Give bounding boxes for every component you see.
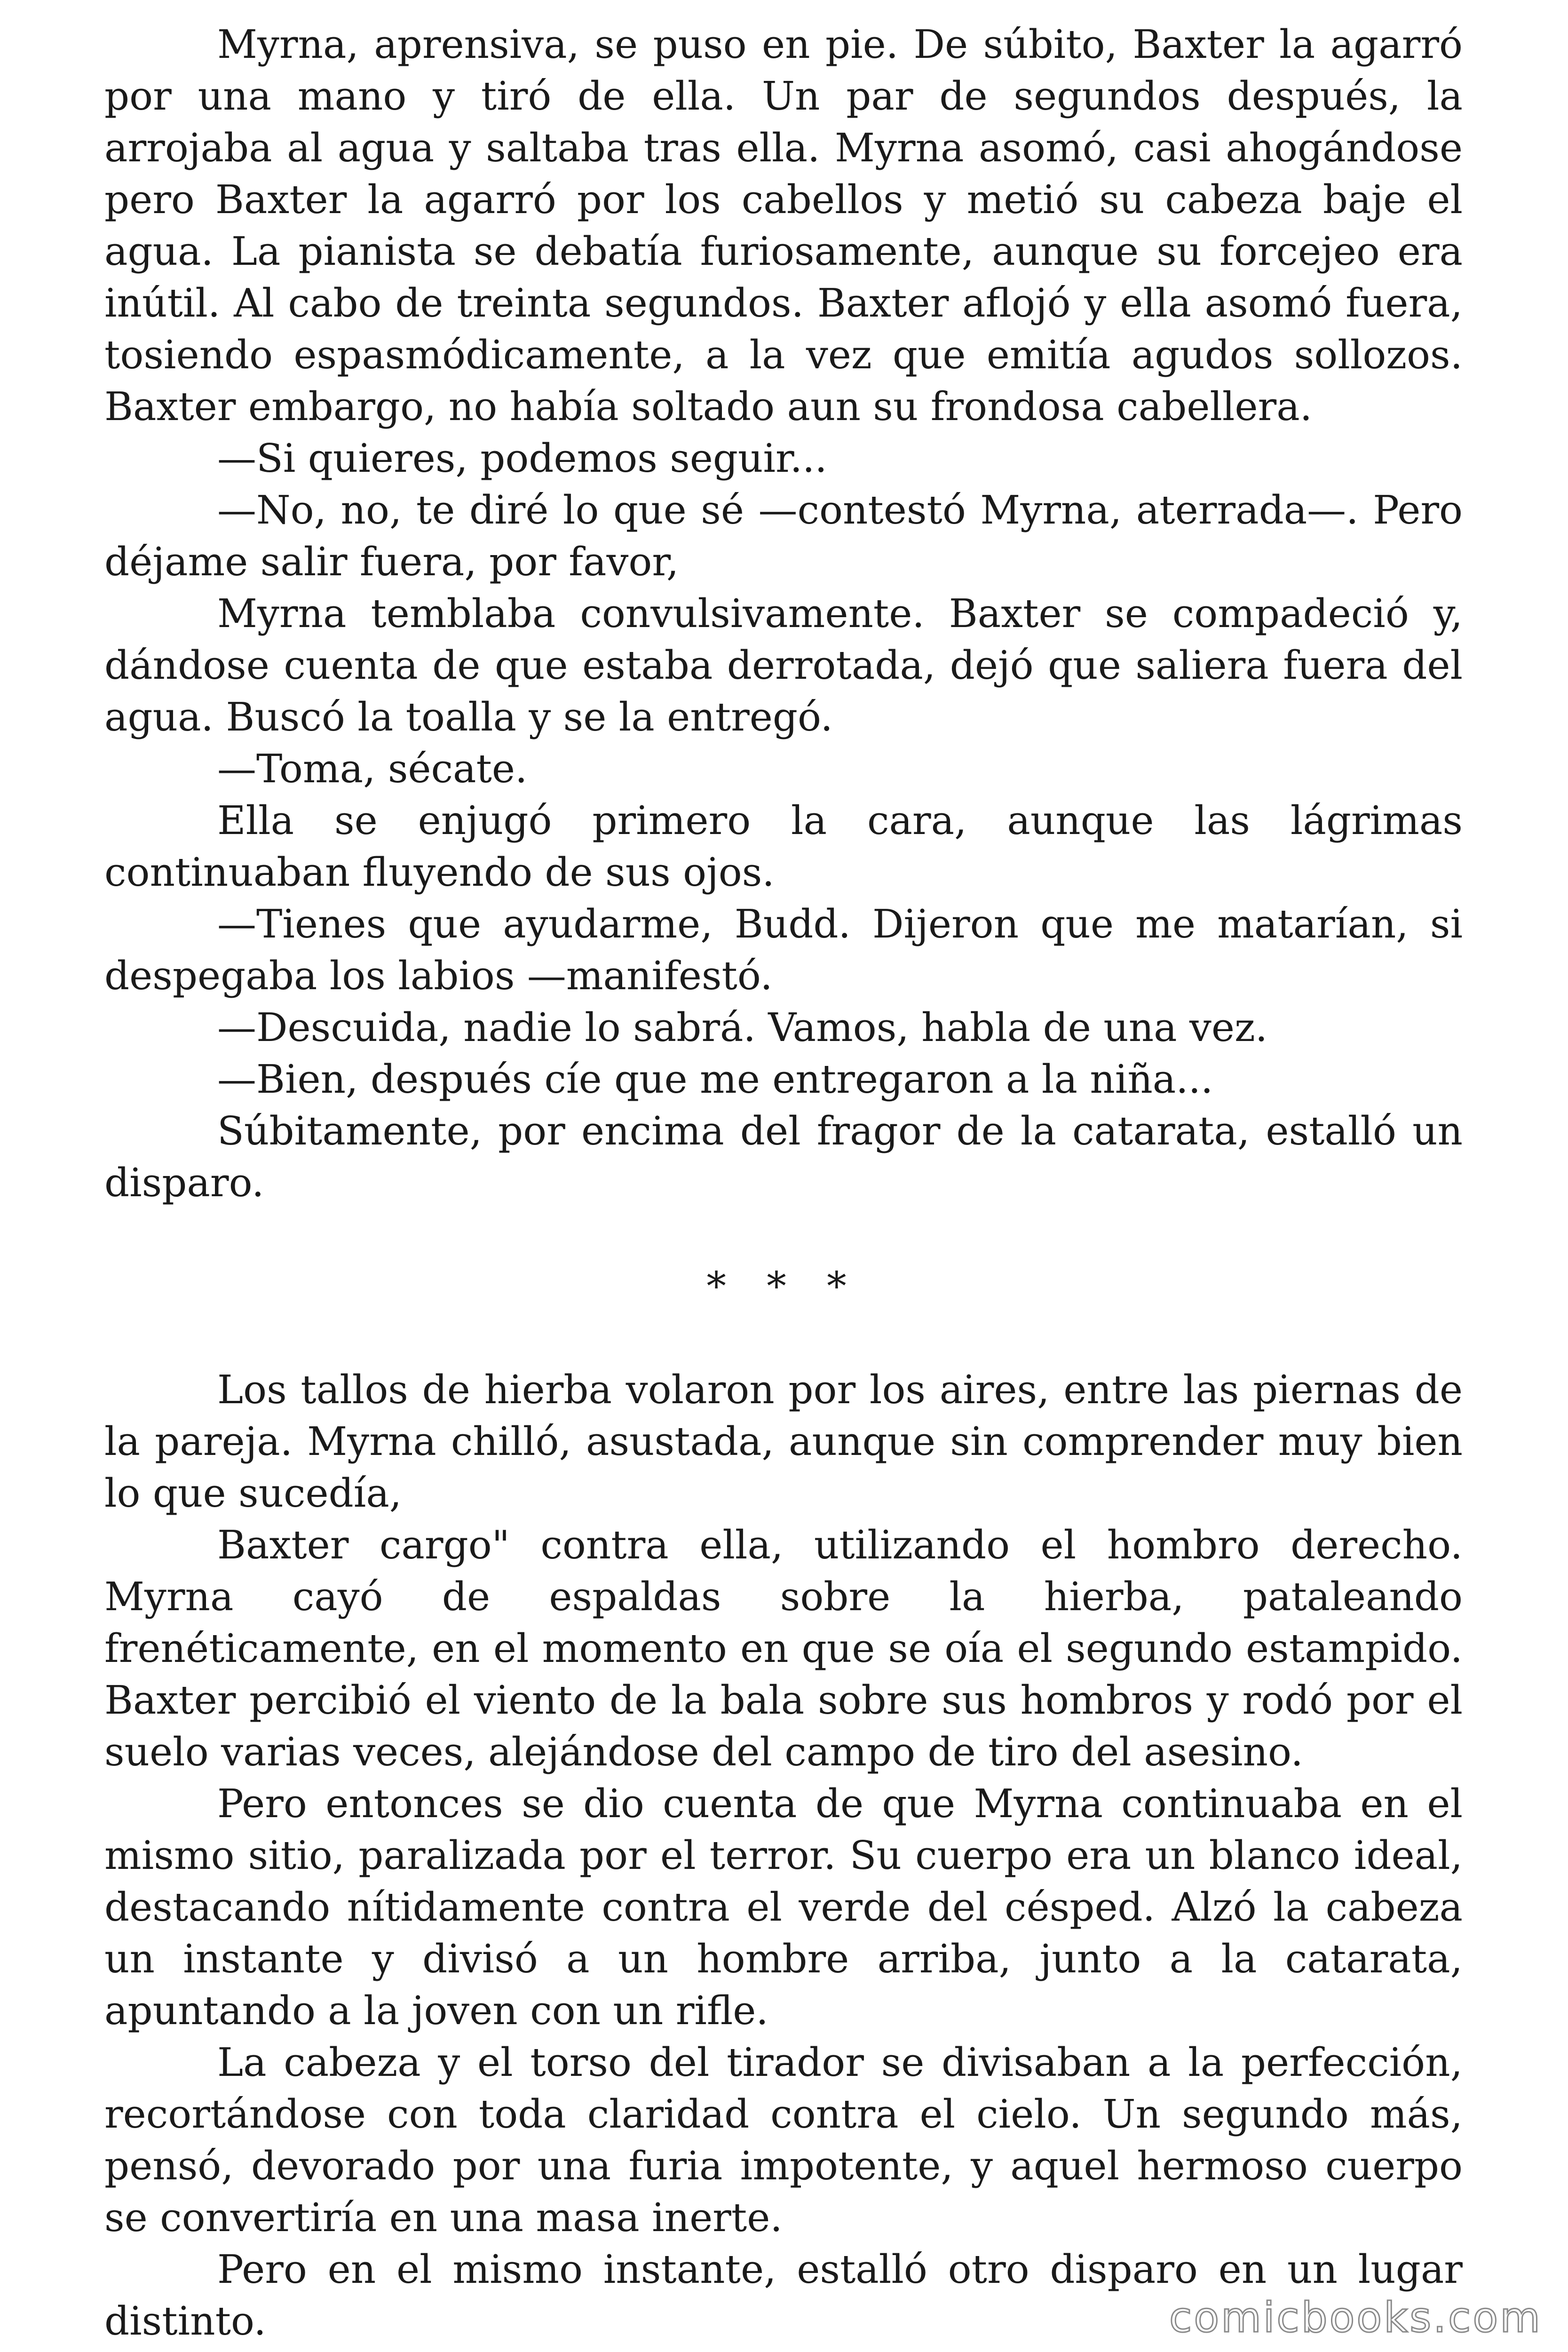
page-text (104, 19, 1463, 2347)
paragraph: Baxter cargo" contra ella, utilizando el hombro derecho. Myrna cayó de espaldas sobre la hierba, pataleando frenéticamente, en el momento en que se oía el segundo estampido. Baxter percibió el viento de la bala sobre sus hombros y rodó por el suelo varias veces, alejándose del campo de tiro del asesino. (104, 1522, 1463, 1775)
paragraph: Los tallos de hierba volaron por los aires, entre las piernas de la pareja. Myrna chilló, asustada, aunque sin comprender muy bien lo que sucedía, (104, 1367, 1463, 1516)
dialogue-line: —Tienes que ayudarme, Budd. Dijeron que me matarían, si despegaba los labios —manifestó. (104, 901, 1463, 999)
section-separator: * * * (706, 1263, 861, 1309)
watermark: comicbooks.com (1169, 2293, 1542, 2342)
paragraph: Myrna temblaba convulsivamente. Baxter se compadeció y, dándose cuenta de que estaba derrotada, dejó que saliera fuera del agua. Buscó la toalla y se la entregó. (104, 591, 1463, 740)
dialogue-line: —Si quieres, podemos seguir... (217, 436, 827, 481)
paragraph: Pero entonces se dio cuenta de que Myrna continuaba en el mismo sitio, paralizada por el terror. Su cuerpo era un blanco ideal, destacando nítidamente contra el verde del césped. Alzó la cabeza un instante y divisó a un hombre arriba, junto a la catarata, apuntando a la joven con un rifle. (104, 1781, 1463, 2034)
paragraph: Súbitamente, por encima del fragor de la catarata, estalló un disparo. (104, 1108, 1463, 1206)
paragraph: Myrna, aprensiva, se puso en pie. De súbito, Baxter la agarró por una mano y tiró de ella. Un par de segundos después, la arrojaba al agua y saltaba tras ella. Myrna asomó, casi ahogándose pero Baxter la agarró por los cabellos y metió su cabeza baje el agua. La pianista se debatía furiosamente, aunque su forcejeo era inútil. Al cabo de treinta segundos. Baxter aflojó y ella asomó fuera, tosiendo espasmódicamente, a la vez que emitía agudos sollozos. Baxter embargo, no había soltado aun su frondosa cabellera. (104, 22, 1463, 429)
dialogue-line: —Bien, después cíe que me entregaron a la niña... (217, 1057, 1213, 1102)
dialogue-line: —No, no, te diré lo que sé —contestó Myrna, aterrada—. Pero déjame salir fuera, por favor, (104, 487, 1463, 585)
paragraph: La cabeza y el torso del tirador se divisaban a la perfección, recortándose con toda claridad contra el cielo. Un segundo más, pensó, devorado por una furia impotente, y aquel hermoso cuerpo se convertiría en una masa inerte. (104, 2040, 1463, 2241)
dialogue-line: —Descuida, nadie lo sabrá. Vamos, habla de una vez. (217, 1005, 1268, 1050)
paragraph: Ella se enjugó primero la cara, aunque las lágrimas continuaban fluyendo de sus ojos. (104, 798, 1463, 895)
paragraph: Pero en el mismo instante, estalló otro disparo en un lugar distinto. (104, 2247, 1463, 2344)
dialogue-line: —Toma, sécate. (217, 746, 528, 792)
